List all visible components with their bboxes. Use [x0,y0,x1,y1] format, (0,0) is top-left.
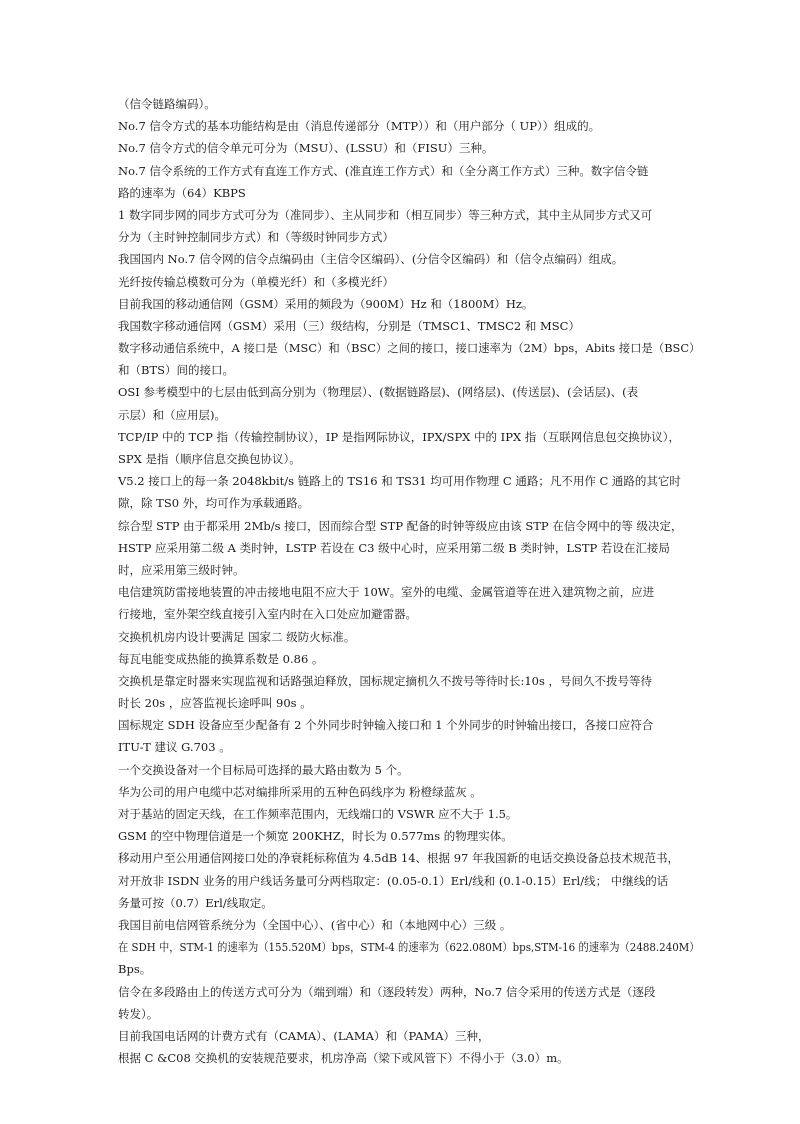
text-line: HSTP 应采用第二级 A 类时钟，LSTP 若设在 C3 级中心时，应采用第二级 B 类时钟，LSTP 若设在汇接局 [118,540,670,555]
text-line: 国标规定 SDH 设备应至少配备有 2 个外同步时钟输入接口和 1 个外同步的时钟输出接口，各接口应符合 [118,718,654,733]
text-line: 对开放非 ISDN 业务的用户线话务量可分两档取定：(0.05-0.1）Erl/线和 (0.1-0.15）Erl/线； 中继线的话 [118,873,669,888]
text-line: 每瓦电能变成热能的换算系数是 0.86 。 [118,651,324,666]
text-line: 路的速率为（64）KBPS [118,185,246,200]
text-paragraph [118,847,700,914]
text-line: OSI 参考模型中的七层由低到高分别为（物理层）、(数据链路层)、(网络层)、(传送层)、(会话层)、(表 [118,385,639,400]
text-line: 务量可按（0.7）Erl/线取定。 [118,895,273,910]
text-paragraph [118,626,700,648]
text-paragraph [118,315,700,337]
text-paragraph [118,137,700,159]
text-paragraph [118,93,700,115]
text-paragraph [118,248,700,270]
text-paragraph [118,271,700,293]
text-line: 时长 20s ，应答监视长途呼叫 90s 。 [118,696,312,711]
text-line: V5.2 接口上的每一条 2048kbit/s 链路上的 TS16 和 TS31 均可用作物理 C 通路；凡不用作 C 通路的其它时 [118,474,681,489]
text-paragraph [118,293,700,315]
text-line: 一个交换设备对一个目标局可选择的最大路由数为 5 个。 [118,762,409,777]
text-paragraph [118,204,700,248]
text-line: ITU-T 建议 G.703 。 [118,740,231,755]
text-line: 我国国内 No.7 信令网的信令点编码由（主信令区编码）、(分信令区编码）和（信令点编码）组成。 [118,252,624,267]
text-paragraph [118,781,700,803]
text-line: （信令链路编码）。 [118,97,216,111]
text-line: 华为公司的用户电缆中芯对编排所采用的五种色码线序为 粉橙绿蓝灰 。 [118,784,482,799]
text-paragraph [118,936,700,980]
text-line: 综合型 STP 由于都采用 2Mb/s 接口，因而综合型 STP 配备的时钟等级应由该 STP 在信令网中的等 级决定， [118,518,683,533]
text-line: GSM 的空中物理信道是一个频宽 200KHZ，时长为 0.577ms 的物理实体。 [118,829,513,844]
text-paragraph [118,381,700,425]
text-line: 交换机机房内设计要满足 国家二 级防火标准。 [118,629,356,644]
text-line: 分为（主时钟控制同步方式）和（等级时钟同步方式） [118,230,394,245]
text-line: 和（BTS）间的接口。 [118,363,234,378]
text-paragraph [118,670,700,714]
text-line: No.7 信令方式的基本功能结构是由（消息传递部分（MTP））和（用户部分（ UP））组成的。 [118,119,601,134]
text-line: TCP/IP 中的 TCP 指（传输控制协议），IP 是指网际协议，IPX/SPX 中的 IPX 指（互联网信息包交换协议）， [118,429,681,444]
text-paragraph [118,1047,700,1069]
text-line: 隙，除 TS0 外，均可作为承载通路。 [118,496,310,511]
text-line: 目前我国电话网的计费方式有（CAMA）、(LAMA）和（PAMA）三种， [118,1028,490,1043]
text-line: 我国目前电信网管系统分为（全国中心）、(省中心）和（本地网中心）三级 。 [118,917,512,932]
text-line: 信令在多段路由上的传送方式可分为（端到端）和（逐段转发）两种，No.7 信令采用的传送方式是（逐段 [118,984,656,999]
text-line: No.7 信令系统的工作方式有直连工作方式、(准直连工作方式）和（全分离工作方式）三种。数字信令链 [118,163,649,178]
text-line: 电信建筑防雷接地装置的冲击接地电阻不应大于 10W。室外的电缆、金属管道等在进入建筑物之前，应进 [118,585,655,600]
text-paragraph [118,825,700,847]
text-paragraph [118,337,700,381]
text-paragraph [118,426,700,470]
text-line: Bps。 [118,962,152,977]
text-line: 对于基站的固定天线，在工作频率范围内，无线端口的 VSWR 应不大于 1.5。 [118,807,518,821]
text-paragraph [118,115,700,137]
text-line: 1 数字同步网的同步方式可分为（准同步）、主从同步和（相互同步）等三种方式，其中主从同步方式又可 [118,207,653,222]
text-paragraph [118,515,700,582]
text-line: 转发）。 [118,1006,159,1021]
text-paragraph [118,470,700,514]
text-line: 我国数字移动通信网（GSM）采用（三）级结构，分别是（TMSC1、TMSC2 和 MSC） [118,318,580,333]
text-line: 行接地，室外架空线直接引入室内时在入口处应加避雷器。 [118,607,417,622]
text-line: 目前我国的移动通信网（GSM）采用的频段为（900M）Hz 和（1800M）Hz。 [118,296,534,311]
text-line: 交换机是靠定时器来实现监视和话路强迫释放，国标规定摘机久不拨号等待时长:10s ，号间久不拨号等待 [118,673,653,688]
text-line: SPX 是指（顺序信息交换包协议）。 [118,452,301,466]
text-paragraph [118,648,700,670]
text-line: 根据 C &C08 交换机的安装规范要求，机房净高（梁下或风管下）不得小于（3.0）m。 [118,1051,569,1066]
text-paragraph [118,581,700,625]
document-body [118,93,700,1069]
text-paragraph [118,803,700,825]
text-paragraph [118,759,700,781]
text-line: 光纤按传输总模数可分为（单模光纤）和（多模光纤） [118,274,394,289]
text-paragraph [118,1025,700,1047]
text-line: 在 SDH 中，STM-1 的速率为（155.520M）bps，STM-4 的速率为（622.080M）bps,STM-16 的速率为（2488.240M） [118,940,700,955]
text-paragraph [118,160,700,204]
text-paragraph [118,914,700,936]
text-line: 移动用户至公用通信网接口处的净衰耗标称值为 4.5dB 14、根据 97 年我国新的电话交换设备总技术规范书， [118,851,679,866]
text-line: 数字移动通信系统中，A 接口是（MSC）和（BSC）之间的接口，接口速率为（2M）bps，Abits 接口是（BSC） [118,341,701,356]
text-line: No.7 信令方式的信令单元可分为（MSU）、(LSSU）和（FISU）三种。 [118,141,494,156]
text-paragraph [118,981,700,1025]
text-paragraph [118,714,700,758]
text-line: 示层）和（应用层)。 [118,407,226,422]
text-line: 时，应采用第三级时钟。 [118,562,245,577]
